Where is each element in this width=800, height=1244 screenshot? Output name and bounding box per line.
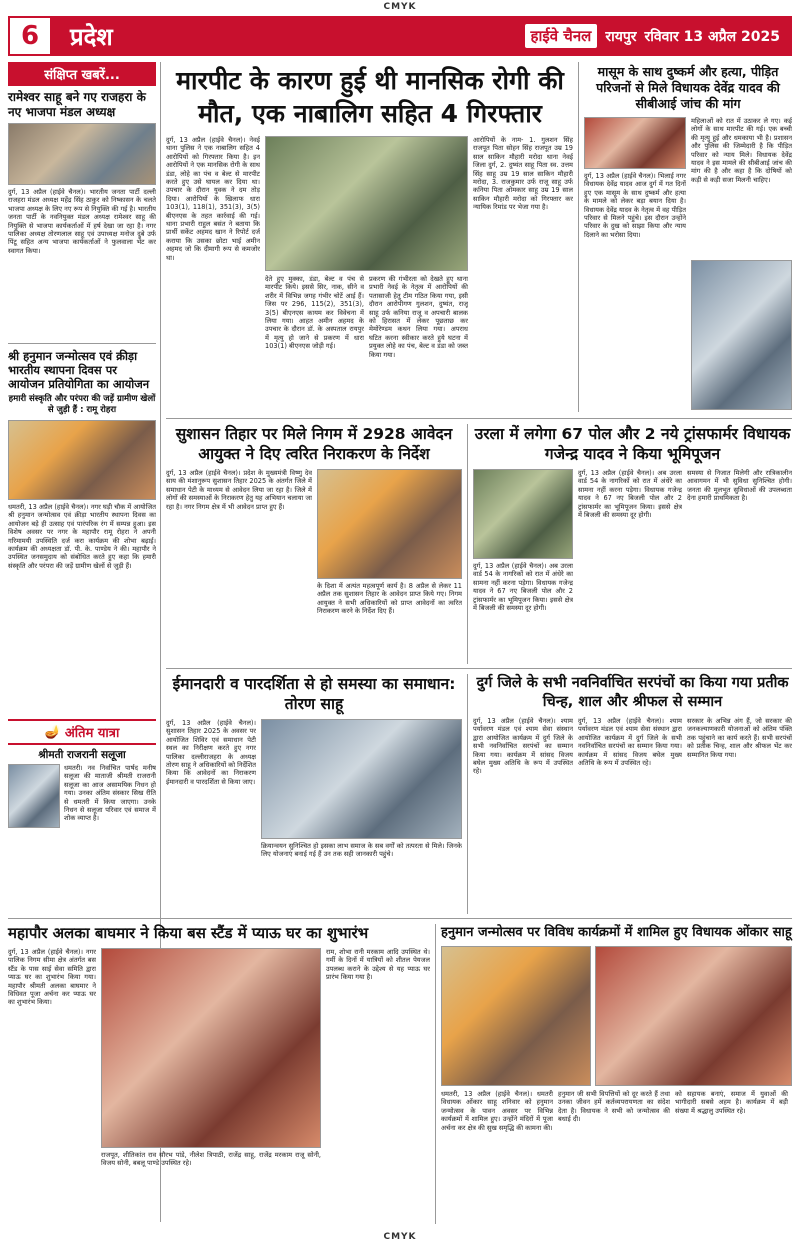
brief2-title: श्री हनुमान जन्मोत्सव एवं क्रीड़ा भारतीय स्थापना दिवस पर आयोजन प्रतियोगिता का आयोजन — [8, 349, 150, 391]
lead-text-2: देते हुए मुक्का, डंडा, बेल्ट व पंच से मारपीट किये। इससे सिर, नाक, सीने व शरीर में विभिन्न जगह गंभीर चोटें आई हैं। जिस पर 296, 115(2), 351(3), 3(5) बीएनएस कायम कर विवेचना में लिया गया। आहत अमीन अहमद के उपचार के दौरान डॉ. के अस्पताल रायपुर में मृत्यु हो जाने से प्रकरण में धारा 103(1) बीएनएस जोड़ी गई। — [265, 275, 364, 351]
hanuman-headline: हनुमान जन्मोत्सव पर विविध कार्यक्रमों में शामिल हुए विधायक ओंकार साहू — [441, 925, 792, 940]
left-column — [8, 62, 156, 864]
issue-date: रविवार 13 अप्रैल 2025 — [644, 28, 780, 45]
toran-text-2: क्रियान्वयन सुनिश्चित हो इसका लाभ समाज के सब वर्गों को तत्परता से मिले। जिनके लिए योजनाएं बनाई गई हैं उन तक सही जानकारी पहुंचे। — [261, 842, 462, 859]
sushasan-story — [166, 424, 462, 674]
row-rule — [166, 668, 792, 669]
lead-text-4: आरोपियों के नाम- 1. गुलशन सिंह राजपूत पिता सोहन सिंह राजपूत उम्र 19 साल साकिन मौहारी मरोदा थाना नेवई जिला दुर्ग, 2. दुष्यंत साहू पिता स्व. उत्तम सिंह साहू उम्र 19 साल साकिन मौहारी मरोदा, 3. राजकुमार उर्फ राजू साहू उर्फ कनिया पिता ओमकार साहू उम्र 19 साल साकिन मौहारी मरोदा को गिरफ्तार कर न्यायिक रिमांड पर भेजा गया है। — [473, 136, 573, 212]
urla-text-1: दुर्ग, 13 अप्रैल (हाईवे चैनल)। अब उरला वार्ड 54 के नागरिकों को रात में अंधेरे का सामना नहीं करना पड़ेगा। विधायक गजेन्द्र यादव ने 67 नए बिजली पोल और 2 ट्रांसफार्मर का भूमिपूजन किया। इससे क्षेत्र में बिजली की समस्या दूर होगी। — [473, 562, 573, 613]
column-rule — [435, 924, 436, 1224]
toran-text-1: दुर्ग, 13 अप्रैल (हाईवे चैनल)। सुशासन तिहार 2025 के अवसर पर आयोजित शिविर एवं समाधान पेटी स्थल का निरीक्षण करते हुए नगर पालिका दल्लीराजहरा के अध्यक्ष तोरण साहू ने अधिकारियों को निर्देशित किया कि आवेदनों का निराकरण ईमानदारी व पारदर्शिता से किया जाए। — [166, 719, 256, 786]
brief-heading: संक्षिप्त खबरें... — [8, 62, 156, 86]
brief1-title: रामेश्वर साहू बने गए राजहरा के नए भाजपा मंडल अध्यक्ष — [8, 90, 146, 119]
paper-logo: हाईवे चैनल — [525, 24, 598, 48]
brief1-photo — [8, 123, 156, 185]
antim-name: श्रीमती राजरानी सलूजा — [38, 749, 126, 761]
brief2-subtitle: हमारी संस्कृति और परंपरा की जड़ें ग्रामीण खेलों से जुड़ी हैं : रामू रोहरा — [8, 394, 156, 415]
pyau-text-3: राम, शोभा रानी मरकाम आदि उपस्थित थे। गर्मी के दिनों में यात्रियों को शीतल पेयजल उपलब्ध कराने के उद्देश्य से यह प्याऊ घर प्रारंभ किया गया है। — [326, 948, 430, 982]
sushasan-photo — [317, 469, 462, 579]
sarpanch-text-1b: दुर्ग, 13 अप्रैल (हाईवे चैनल)। श्याम पर्यावरण मंडल एवं श्याम सेवा संस्थान द्वारा आयोजित कार्यक्रम में दुर्ग जिले के सभी नवनिर्वाचित सरपंचों का सम्मान किया गया। कार्यक्रम में सांसद विजय बघेल मुख्य अतिथि के रूप में उपस्थित रहे। — [578, 717, 682, 768]
lead-photo-arrested — [265, 136, 468, 271]
urla-story — [473, 424, 792, 674]
sushasan-text-1: दुर्ग, 13 अप्रैल (हाईवे चैनल)। प्रदेश के मुख्यमंत्री विष्णु देव साय की मंशानुरूप सुशासन तिहार 2025 के अंतर्गत जिले में समाधान पेटी के माध्यम से आवेदन लिया जा रहा है। जिले में लोगों की समस्याओं के निराकरण हेतु यह अभियान चलाया जा रहा है। नगर निगम क्षेत्र में भी आवेदन प्राप्त हुए हैं। — [166, 469, 312, 511]
lead-text-1: दुर्ग, 13 अप्रैल (हाईवे चैनल)। नेवई थाना पुलिस ने एक नाबालिग सहित 4 आरोपियों को गिरफ्तार किया है। इन आरोपियों ने एक मानसिक रोगी के साथ डंडा, लोहे का पंच व बेल्ट से मारपीट करते हुए उसे घायल कर दिया था। उपचार के दौरान युवक ने दम तोड़ दिया। आरोपियों के खिलाफ धारा 103(1), 118(1), 351(3), 3(5) बीएनएस के तहत कार्रवाई की गई। थाना प्रभारी राहुल बसंत ने बताया कि प्रार्थी सकेंट अहमद खान ने रिपोर्ट दर्ज कराया कि उसका छोटा भाई अमीन अहमद जो कि दीमागी रूप से कमजोर था। — [166, 136, 260, 262]
antim-yatra-heading: 🪔 अंतिम यात्रा — [8, 719, 156, 745]
cmyk-mark-bottom: CMYK — [383, 1232, 417, 1242]
antim-text: धमतरी। नव निर्वाचित पार्षद मनीष सलूजा की माताजी श्रीमती राजरानी सलूजा का आज असामयिक निधन हो गया। उनका अंतिम संस्कार सिख रीति से धमतरी में किया जाएगा। उनके निधन से सलूजा परिवार एवं समाज में शोक व्याप्त है। — [64, 764, 156, 823]
sushasan-headline: सुशासन तिहार पर मिले निगम में 2928 आवेदन आयुक्त ने दिए त्वरित निराकरण के निर्देश — [175, 425, 453, 463]
column-rule — [467, 674, 468, 914]
right-top-text-1: दुर्ग, 13 अप्रैल (हाईवे चैनल)। भिलाई नगर विधायक देवेंद्र यादव आज दुर्ग में गत दिनों हुए एक मासूम के साथ दुष्कर्म और हत्या के मामले को लेकर बड़ा बयान दिया है। विधायक देवेंद्र यादव के नेतृत्व में वह पीड़ित परिवार से मिलने पहुंचे। इस दौरान उन्होंने परिवार के दुख को साझा किया और न्याय दिलाने का भरोसा दिया। — [584, 172, 686, 239]
section-title: प्रदेश — [70, 22, 113, 51]
sarpanch-text-2: सरकार के अभिन्न अंग हैं, जो सरकार की जनकल्याणकारी योजनाओं को अंतिम पंक्ति तक पहुंचाने का कार्य करते हैं। सभी सरपंचों को प्रतीक चिन्ह, शाल और श्रीफल भेंट कर सम्मानित किया गया। — [687, 717, 792, 759]
hanuman-photo-1 — [441, 946, 591, 1086]
sarpanch-headline: दुर्ग जिले के सभी नवनिर्वाचित सरपंचों का किया गया प्रतीक चिन्ह, शाल और श्रीफल से सम्मान — [476, 675, 789, 710]
masthead — [8, 16, 792, 56]
hanuman-text-3: को सहायक बनाएं, समाज में युवाओं की भागीदारी सबसे अहम है। कार्यक्रम में बड़ी संख्या में श्रद्धालु उपस्थित रहे। — [675, 1090, 788, 1115]
sarpanch-text-1: दुर्ग, 13 अप्रैल (हाईवे चैनल)। श्याम पर्यावरण मंडल एवं श्याम सेवा संस्थान द्वारा आयोजित कार्यक्रम में दुर्ग जिले के सभी नवनिर्वाचित सरपंचों का सम्मान किया गया। कार्यक्रम में सांसद विजय बघेल मुख्य अतिथि के रूप में उपस्थित रहे। — [473, 717, 573, 776]
right-top-photo-small — [584, 117, 686, 169]
brief1-text: दुर्ग, 13 अप्रैल (हाईवे चैनल)। भारतीय जनता पार्टी दल्ली राजहरा मंडल अध्यक्ष महेंद्र सिंह ठाकुर को निष्कासन के चलते भाजपा अध्यक्ष के लिए नए रूप से नियुक्ति की गई है। भारतीय जनता पार्टी के नवनियुक्त मंडल अध्यक्ष रामेश्वर साहू की नियुक्ति से भाजपा कार्यकर्ताओं में हर्ष देखा जा रहा है। नगर पालिका अध्यक्ष तोरणलाल साहू एवं उपाध्यक्ष मनोज दुबे उर्फ पिंटू सहित अन्य भाजपा कार्यकर्ताओं ने फुलवाला भेंट कर स्वागत किया। — [8, 188, 156, 255]
urla-photo — [473, 469, 573, 559]
right-top-headline: मासूम के साथ दुष्कर्म और हत्या, पीड़ित परिजनों से मिले विधायक देवेंद्र यादव की सीबीआई जांच की मांग — [596, 64, 780, 111]
toran-headline: ईमानदारी व पारदर्शिता से हो समस्या का समाधान: तोरण साहू — [172, 675, 456, 713]
toran-photo — [261, 719, 462, 839]
hanuman-text-2: हनुमान जी सभी विपत्तियों को दूर करते हैं तथा उनका जीवन हमें कर्तव्यपरायणता का संदेश देता है। विधायक ने सभी को जन्मोत्सव की बधाई दी। — [558, 1090, 670, 1124]
brief2-photo — [8, 420, 156, 500]
obituary-photo — [8, 764, 60, 828]
lead-story — [166, 64, 574, 374]
right-top-text-2: महिलाओं को रात में उठाकर ले गए। कई लोगों के साथ मारपीट की गई। एक बच्ची की मृत्यु हुई और धमकाया भी है। प्रशासन और पुलिस की जिम्मेदारी है कि पीड़ित परिवार को न्याय मिले। विधायक देवेंद्र यादव ने इस मामले की सीबीआई जांच की मांग की है और कहा है कि दोषियों को कड़ी से कड़ी सजा मिलनी चाहिए। — [691, 117, 792, 184]
lead-text-3: प्रकरण की गंभीरता को देखते हुए थाना प्रभारी नेवई के नेतृत्व में आरोपियों की पतासाजी हेतु टीम गठित किया गया, इसी दौरान आरोपीगण गुलशन, दुष्यंत, राजू साहू उर्फ कनिया राजू व अपचारी बालक को हिरासत में लेकर पूछताछ कर मेमोरेण्डम कथन लिया गया। अपराध घटित करना स्वीकार करते हुये घटना में प्रयुक्त लोहे का पंच, बेल्ट व डंडा को जब्त किया गया। — [369, 275, 468, 359]
urla-headline: उरला में लगेगा 67 पोल और 2 नये ट्रांसफार्मर विधायक गजेन्द्र यादव ने किया भूमिपूजन — [474, 425, 791, 463]
pyau-text-1: दुर्ग, 13 अप्रैल (हाईवे चैनल)। नगर पालिक निगम सीमा क्षेत्र अंतर्गत बस स्टैंड के पास साई सेवा समिति द्वारा प्याऊ घर का शुभारंभ किया गया। महापौर श्रीमती अलका बाघमार ने विधिवत पूजा अर्चना कर प्याऊ घर का शुभारंभ किया। — [8, 948, 96, 1007]
pyau-story — [8, 924, 430, 1228]
toran-story — [166, 674, 462, 944]
row-rule — [166, 418, 792, 419]
brief2-text: धमतरी, 13 अप्रैल (हाईवे चैनल)। नगर घड़ी चौक में आयोजित श्री हनुमान जन्मोत्सव एवं क्रीड़ा भारतीय स्थापना दिवस का आयोजन बड़े ही उत्साह एवं पारंपरिक रंग में सम्पन्न हुआ। इस विशेष अवसर पर नगर के महापौर रामू रोहरा ने अपनी गरिमामयी उपस्थिति दर्ज करा कार्यक्रम की शोभा बढ़ाई। कार्यक्रम की अध्यक्षता डॉ. पी. के. पाण्डेय ने की। महापौर ने उपस्थित जनसमुदाय को संबोधित करते हुए कहा कि हमारी संस्कृति और परंपरा की जड़ें ग्रामीण खेलों से जुड़ी हैं। — [8, 503, 156, 570]
sarpanch-story — [473, 674, 792, 942]
hanuman-story — [441, 924, 792, 1226]
hanuman-photo-2 — [595, 946, 792, 1086]
hanuman-text-1: धमतरी, 13 अप्रैल (हाईवे चैनल)। धमतरी विधायक ओंकार साहू शनिवार को हनुमान जन्मोत्सव के पावन अवसर पर विभिन्न कार्यक्रमों में शामिल हुए। उन्होंने मंदिरों में पूजा अर्चना कर क्षेत्र की सुख समृद्धि की कामना की। — [441, 1090, 553, 1132]
right-top-story — [584, 64, 792, 410]
paper-branding — [525, 24, 792, 48]
lead-headline: मारपीट के कारण हुई थी मानसिक रोगी की मौत, एक नाबालिग सहित 4 गिरफ्तार — [176, 66, 564, 128]
city-name: रायपुर — [605, 28, 637, 45]
pyau-text-2: राजपूत, शीतिकांत राव सौरभ पांडे, नीलेश त्रिपाठी, राजेंद्र साहू, राजेंद्र मरकाम राजू सोनी, विजय सोनी, बबलू पाण्डे उपस्थित रहे। — [101, 1151, 321, 1168]
cmyk-mark: CMYK — [383, 2, 417, 12]
divider — [8, 343, 156, 344]
right-top-photo — [691, 260, 792, 410]
pyau-headline: महापौर अलका बाघमार ने किया बस स्टैंड में प्याऊ घर का शुभारंभ — [8, 924, 369, 942]
sushasan-text-2: के दिशा में अत्यंत महत्वपूर्ण कार्य है। 8 अप्रैल से लेकर 11 अप्रैल तक सुशासन तिहार के आवेदन प्राप्त किये गए। निगम आयुक्त ने सभी अधिकारियों को प्राप्त आवेदनों का त्वरित निराकरण करने के निर्देश दिए हैं। — [317, 582, 462, 616]
pyau-photo — [101, 948, 321, 1148]
page-number: 6 — [8, 16, 52, 56]
column-rule — [578, 62, 579, 412]
urla-text-1b: दुर्ग, 13 अप्रैल (हाईवे चैनल)। अब उरला वार्ड 54 के नागरिकों को रात में अंधेरे का सामना नहीं करना पड़ेगा। विधायक गजेन्द्र यादव ने 67 नए बिजली पोल और 2 ट्रांसफार्मर का भूमिपूजन किया। इससे क्षेत्र में बिजली की समस्या दूर होगी। — [578, 469, 682, 520]
row-rule — [8, 918, 792, 919]
lamp-icon: 🪔 — [44, 724, 61, 740]
column-rule — [467, 424, 468, 664]
urla-text-2: समस्या से निजात मिलेगी और रात्रिकालीन आवागमन में भी सुविधा सुनिश्चित होगी। जनता की मूलभूत सुविधाओं की उपलब्धता देना हमारी प्राथमिकता है। — [687, 469, 792, 503]
